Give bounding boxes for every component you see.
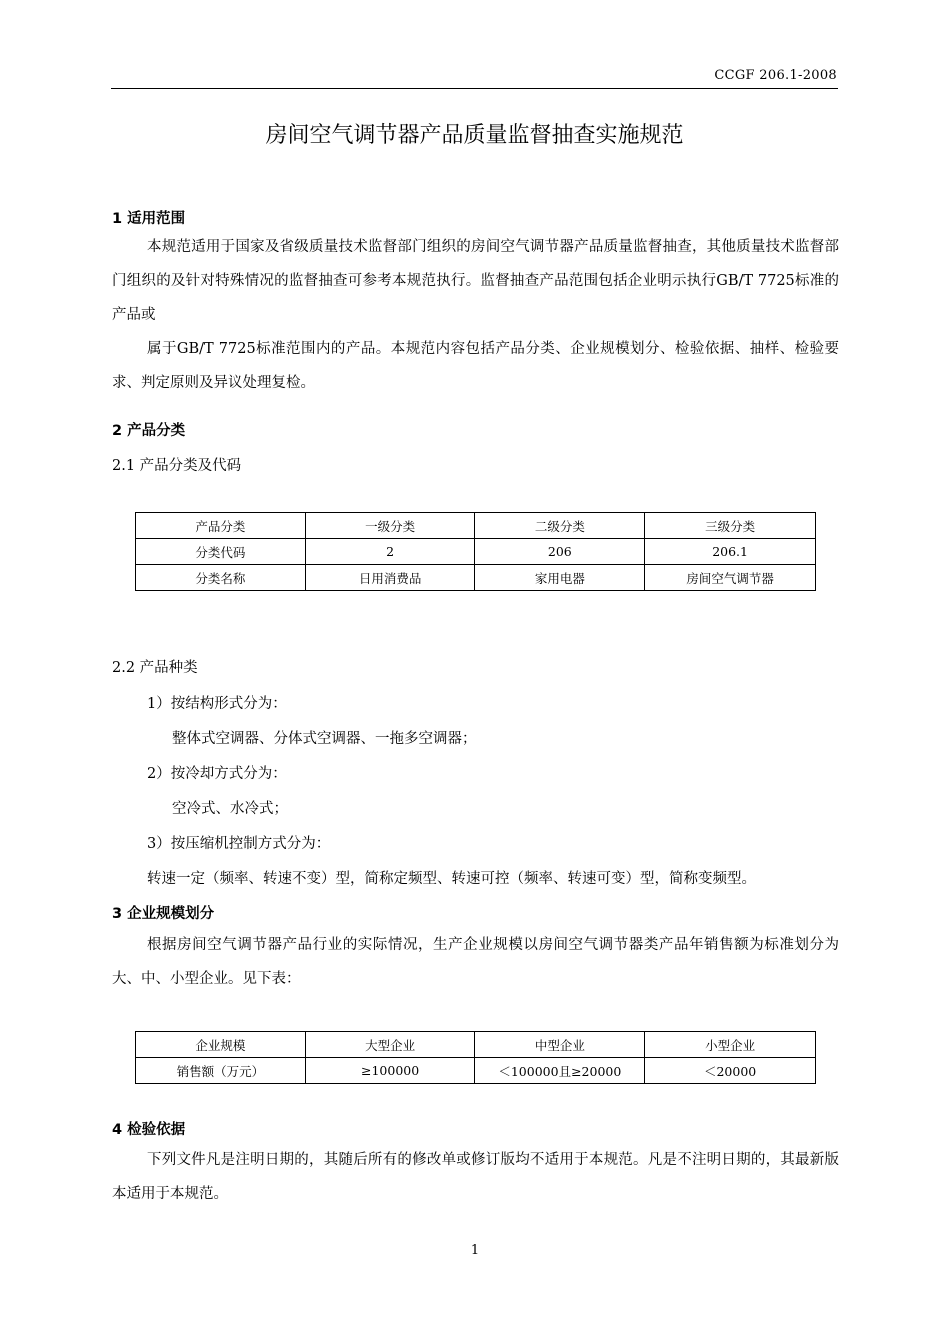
table-cell: 销售额（万元） xyxy=(136,1058,306,1084)
table-cell: 中型企业 xyxy=(475,1032,645,1058)
section-4-heading: 4 检验依据 xyxy=(112,1122,186,1138)
section-4-paragraph: 下列文件凡是注明日期的，其随后所有的修改单或修订版均不适用于本规范。凡是不注明日期的，其最新版本适用于本规范。 xyxy=(112,1152,839,1202)
table-cell: 房间空气调节器 xyxy=(645,565,816,591)
category-item-3-detail: 转速一定（频率、转速不变）型，简称定频型、转速可控（频率、转速可变）型，简称变频型。 xyxy=(147,871,756,887)
table-row xyxy=(136,1032,816,1058)
category-item-2-detail: 空冷式、水冷式； xyxy=(172,801,288,817)
table-cell: 企业规模 xyxy=(136,1032,306,1058)
classification-table xyxy=(135,512,816,591)
section-1-paragraph-2: 属于GB/T 7725标准范围内的产品。本规范内容包括产品分类、企业规模划分、检验依据、抽样、检验要求、判定原则及异议处理复检。 xyxy=(112,341,839,391)
category-item-3: 3）按压缩机控制方式分为： xyxy=(147,836,331,852)
category-item-1: 1）按结构形式分为： xyxy=(147,696,287,712)
page-number: 1 xyxy=(470,1243,480,1258)
table-cell: 二级分类 xyxy=(475,513,645,539)
enterprise-scale-table xyxy=(135,1031,816,1084)
table-row xyxy=(136,1058,816,1084)
table-cell: 小型企业 xyxy=(645,1032,816,1058)
table-cell: 206.1 xyxy=(645,539,816,565)
table-row xyxy=(136,565,816,591)
section-2-2-heading: 2.2 产品种类 xyxy=(112,660,198,676)
category-item-1-detail: 整体式空调器、分体式空调器、一拖多空调器； xyxy=(172,731,477,747)
section-1-paragraph-1: 本规范适用于国家及省级质量技术监督部门组织的房间空气调节器产品质量监督抽查，其他质量技术监督部门组织的及针对特殊情况的监督抽查可参考本规范执行。监督抽查产品范围包括企业明示执行GB/T 7725标准的产品或 xyxy=(112,239,839,323)
table-row xyxy=(136,513,816,539)
table-cell: ＜20000 xyxy=(645,1058,816,1084)
table-cell: 三级分类 xyxy=(645,513,816,539)
table-cell: ≥100000 xyxy=(305,1058,475,1084)
table-cell: 2 xyxy=(305,539,475,565)
document-title: 房间空气调节器产品质量监督抽查实施规范 xyxy=(265,123,684,148)
section-2-heading: 2 产品分类 xyxy=(112,423,186,439)
table-cell: 家用电器 xyxy=(475,565,645,591)
table-cell: ＜100000且≥20000 xyxy=(475,1058,645,1084)
section-1-heading: 1 适用范围 xyxy=(112,211,186,227)
section-2-1-heading: 2.1 产品分类及代码 xyxy=(112,458,242,474)
table-cell: 一级分类 xyxy=(305,513,475,539)
table-cell: 分类名称 xyxy=(136,565,306,591)
section-3-heading: 3 企业规模划分 xyxy=(112,906,215,922)
table-cell: 大型企业 xyxy=(305,1032,475,1058)
table-cell: 日用消费品 xyxy=(305,565,475,591)
table-cell: 分类代码 xyxy=(136,539,306,565)
header-divider xyxy=(111,88,838,89)
table-row xyxy=(136,539,816,565)
category-item-2: 2）按冷却方式分为： xyxy=(147,766,287,782)
document-code: CCGF 206.1-2008 xyxy=(714,68,837,83)
table-cell: 产品分类 xyxy=(136,513,306,539)
section-3-paragraph: 根据房间空气调节器产品行业的实际情况，生产企业规模以房间空气调节器类产品年销售额为标准划分为大、中、小型企业。见下表： xyxy=(112,937,839,987)
table-cell: 206 xyxy=(475,539,645,565)
